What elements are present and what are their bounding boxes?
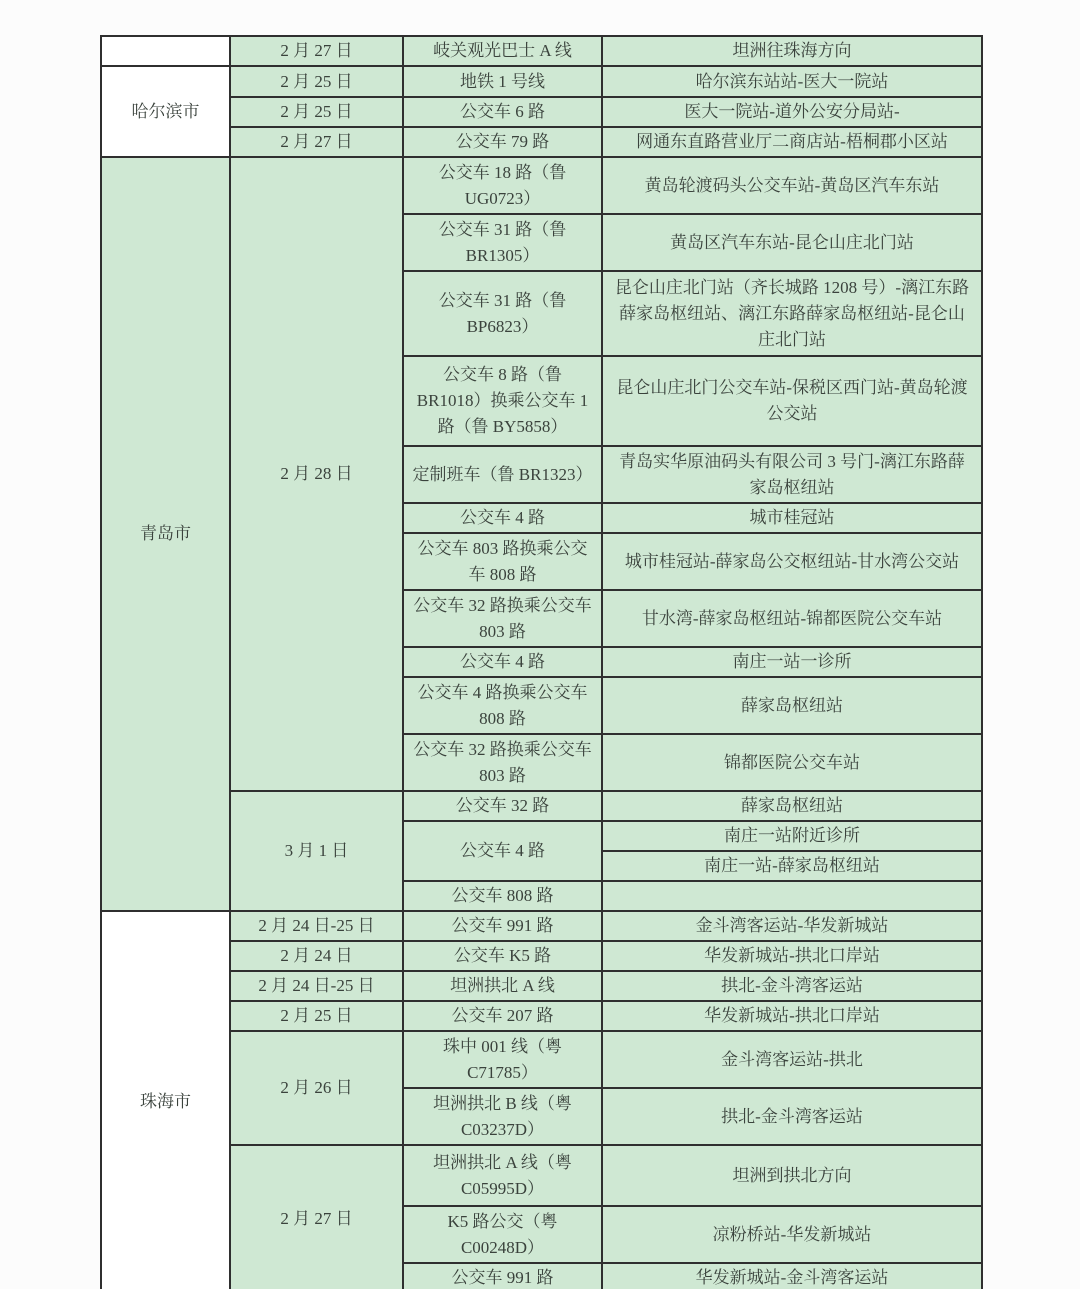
route-cell: 金斗湾客运站-华发新城站 (602, 911, 982, 941)
line-cell: 公交车 4 路 (403, 647, 602, 677)
line-cell: 地铁 1 号线 (403, 66, 602, 97)
route-cell: 薛家岛枢纽站 (602, 791, 982, 821)
transit-exposure-table (100, 35, 983, 1289)
route-cell: 青岛实华原油码头有限公司 3 号门-漓江东路薛家岛枢纽站 (602, 446, 982, 503)
route-cell: 南庄一站一诊所 (602, 647, 982, 677)
route-cell: 哈尔滨东站站-医大一院站 (602, 66, 982, 97)
route-cell: 甘水湾-薛家岛枢纽站-锦都医院公交车站 (602, 590, 982, 647)
line-cell: K5 路公交（粤 C00248D） (403, 1206, 602, 1263)
line-cell: 公交车 32 路换乘公交车 803 路 (403, 590, 602, 647)
route-cell: 锦都医院公交车站 (602, 734, 982, 791)
route-cell: 网通东直路营业厅二商店站-梧桐郡小区站 (602, 127, 982, 157)
table-row (101, 1001, 982, 1031)
line-cell: 公交车 4 路 (403, 821, 602, 881)
line-cell: 公交车 79 路 (403, 127, 602, 157)
route-cell: 薛家岛枢纽站 (602, 677, 982, 734)
line-cell: 公交车 6 路 (403, 97, 602, 127)
route-cell: 拱北-金斗湾客运站 (602, 971, 982, 1001)
table-row (101, 97, 982, 127)
route-cell: 昆仑山庄北门站（齐长城路 1208 号）-漓江东路薛家岛枢纽站、漓江东路薛家岛枢纽站-昆仑山庄北门站 (602, 271, 982, 356)
date-cell: 2 月 27 日 (230, 127, 403, 157)
date-cell: 2 月 24 日 (230, 941, 403, 971)
route-cell: 黄岛区汽车东站-昆仑山庄北门站 (602, 214, 982, 271)
city-cell: 珠海市 (101, 911, 230, 1289)
line-cell: 公交车 K5 路 (403, 941, 602, 971)
city-cell: 哈尔滨市 (101, 66, 230, 157)
date-cell: 2 月 25 日 (230, 66, 403, 97)
line-cell: 坦洲拱北 A 线 (403, 971, 602, 1001)
table-row (101, 1031, 982, 1088)
transit-table-container (100, 35, 983, 1289)
table-row (101, 911, 982, 941)
date-cell: 2 月 28 日 (230, 157, 403, 791)
table-row (101, 157, 982, 214)
route-cell: 金斗湾客运站-拱北 (602, 1031, 982, 1088)
line-cell: 公交车 207 路 (403, 1001, 602, 1031)
route-cell: 南庄一站-薛家岛枢纽站 (602, 851, 982, 881)
city-cell (101, 36, 230, 66)
route-cell: 昆仑山庄北门公交车站-保税区西门站-黄岛轮渡公交站 (602, 356, 982, 446)
city-cell: 青岛市 (101, 157, 230, 911)
route-cell: 城市桂冠站 (602, 503, 982, 533)
date-cell: 2 月 26 日 (230, 1031, 403, 1145)
route-cell: 城市桂冠站-薛家岛公交枢纽站-甘水湾公交站 (602, 533, 982, 590)
date-cell: 2 月 25 日 (230, 1001, 403, 1031)
date-cell: 3 月 1 日 (230, 791, 403, 911)
line-cell: 公交车 31 路（鲁 BR1305） (403, 214, 602, 271)
table-row (101, 1145, 982, 1206)
line-cell: 坦洲拱北 B 线（粤 C03237D） (403, 1088, 602, 1145)
table-row (101, 971, 982, 1001)
route-cell: 华发新城站-拱北口岸站 (602, 941, 982, 971)
date-cell: 2 月 24 日-25 日 (230, 971, 403, 1001)
route-cell: 坦洲往珠海方向 (602, 36, 982, 66)
line-cell: 公交车 4 路换乘公交车 808 路 (403, 677, 602, 734)
line-cell: 公交车 32 路 (403, 791, 602, 821)
date-cell: 2 月 25 日 (230, 97, 403, 127)
line-cell: 岐关观光巴士 A 线 (403, 36, 602, 66)
line-cell: 公交车 991 路 (403, 1263, 602, 1289)
route-cell: 黄岛轮渡码头公交车站-黄岛区汽车东站 (602, 157, 982, 214)
route-cell: 凉粉桥站-华发新城站 (602, 1206, 982, 1263)
table-row (101, 941, 982, 971)
date-cell: 2 月 27 日 (230, 1145, 403, 1289)
route-cell (602, 881, 982, 911)
line-cell: 公交车 31 路（鲁 BP6823） (403, 271, 602, 356)
table-body (101, 36, 982, 1289)
line-cell: 公交车 32 路换乘公交车 803 路 (403, 734, 602, 791)
route-cell: 医大一院站-道外公安分局站- (602, 97, 982, 127)
route-cell: 华发新城站-拱北口岸站 (602, 1001, 982, 1031)
table-row (101, 66, 982, 97)
line-cell: 公交车 803 路换乘公交车 808 路 (403, 533, 602, 590)
line-cell: 定制班车（鲁 BR1323） (403, 446, 602, 503)
table-row (101, 791, 982, 821)
line-cell: 珠中 001 线（粤 C71785） (403, 1031, 602, 1088)
line-cell: 公交车 991 路 (403, 911, 602, 941)
line-cell: 公交车 18 路（鲁 UG0723） (403, 157, 602, 214)
table-row (101, 127, 982, 157)
table-row (101, 36, 982, 66)
date-cell: 2 月 24 日-25 日 (230, 911, 403, 941)
line-cell: 公交车 4 路 (403, 503, 602, 533)
route-cell: 南庄一站附近诊所 (602, 821, 982, 851)
line-cell: 公交车 8 路（鲁 BR1018）换乘公交车 1 路（鲁 BY5858） (403, 356, 602, 446)
date-cell: 2 月 27 日 (230, 36, 403, 66)
route-cell: 拱北-金斗湾客运站 (602, 1088, 982, 1145)
route-cell: 华发新城站-金斗湾客运站 (602, 1263, 982, 1289)
route-cell: 坦洲到拱北方向 (602, 1145, 982, 1206)
line-cell: 坦洲拱北 A 线（粤 C05995D） (403, 1145, 602, 1206)
line-cell: 公交车 808 路 (403, 881, 602, 911)
